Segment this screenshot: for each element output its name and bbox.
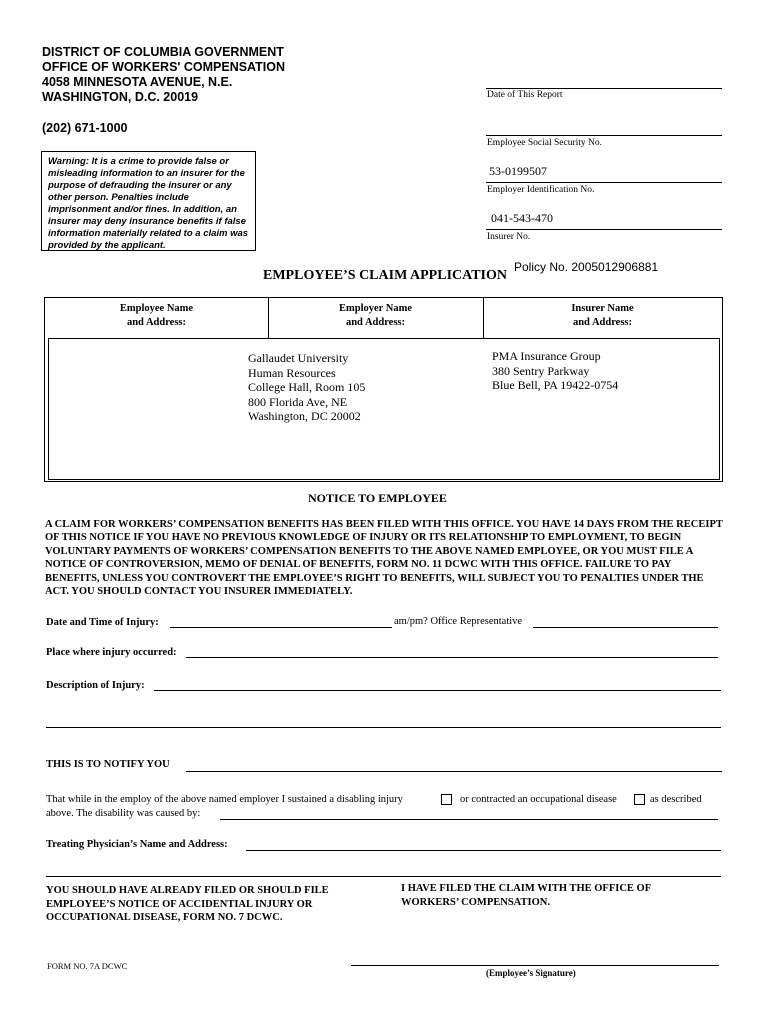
signature-label: (Employee’s Signature) <box>486 968 576 978</box>
names-addresses-table <box>44 297 723 482</box>
policy-number: Policy No. 2005012906881 <box>514 260 659 274</box>
office-city: WASHINGTON, D.C. 20019 <box>42 90 199 104</box>
date-time-label: Date and Time of Injury: <box>46 617 159 628</box>
office-name: OFFICE OF WORKERS' COMPENSATION <box>42 60 286 74</box>
signature-line[interactable] <box>351 965 719 966</box>
physician-field-line2[interactable] <box>46 862 721 877</box>
address-box[interactable] <box>48 338 720 480</box>
injury-checkbox[interactable] <box>441 794 452 805</box>
agency-name: DISTRICT OF COLUMBIA GOVERNMENT <box>42 45 284 59</box>
employer-column-header: Employer Name and Address: <box>338 303 412 328</box>
ssn-label: Employee Social Security No. <box>487 138 603 148</box>
employer-id-line <box>486 182 722 183</box>
office-phone: (202) 671-1000 <box>42 121 128 135</box>
occupational-disease-text: or contracted an occupational disease <box>460 794 617 805</box>
filing-reminder: YOU SHOULD HAVE ALREADY FILED OR SHOULD FILE EMPLOYEE’S NOTICE OF ACCIDENTIAL INJURY OR OCCUPATIONAL DISEASE, FORM NO. 7 DCWC. <box>46 885 329 923</box>
insurer-address: PMA Insurance Group 380 Sentry Parkway Blue Bell, PA 19422-0754 <box>492 349 619 392</box>
ssn-line[interactable] <box>486 135 722 136</box>
cause-field[interactable] <box>220 805 718 820</box>
notice-title: NOTICE TO EMPLOYEE <box>308 491 447 505</box>
employer-address: Gallaudet University Human Resources College Hall, Room 105 800 Florida Ave, NE Washington, DC 20002 <box>248 351 366 423</box>
employer-id-label: Employer Identification No. <box>487 185 595 195</box>
employer-id-value[interactable]: 53-0199507 <box>489 164 547 178</box>
form-number: FORM NO. 7A DCWC <box>47 961 128 971</box>
description-label: Description of Injury: <box>46 680 145 691</box>
fraud-warning: Warning: It is a crime to provide false or misleading information to an insurer for the purpose of defrauding the insurer or any other person. Penalties include imprisonment and/or fines. In addition, an insurer may deny insurance benefits if false information materially related to a claim was provided by the applicant. <box>41 151 256 251</box>
cause-label: above. The disability was caused by: <box>46 808 201 819</box>
notice-body: A CLAIM FOR WORKERS’ COMPENSATION BENEFITS HAS BEEN FILED WITH THIS OFFICE. YOU HAVE 14 DAYS FROM THE RECEIPT OF THIS NOTICE IF YOU HAVE NO PREVIOUS KNOWLEDGE OF INJURY OR ITS RELATIONSHIP TO EMPLOYMENT, TO BEGIN VOLUNTARY PAYMENTS OF WORKERS’ COMPENSATION BENEFITS TO THE ABOVE NAMED EMPLOYEE, OR YOU MUST FILE A NOTICE OF CONTROVERSION, MEMO OF DENIAL OF BENEFITS, FORM NO. 11 DCWC WITH THIS OFFICE. FAILURE TO PAY BENEFITS, UNLESS YOU CONTROVERT THE EMPLOYEE’S RIGHT TO BENEFITS, WILL SUBJECT YOU TO PENALTIES UNDER THE ACT. YOU SHOULD CONTACT YOU INSURER IMMEDIATELY. <box>45 519 723 598</box>
notify-field[interactable] <box>186 757 722 772</box>
place-label: Place where injury occurred: <box>46 647 177 658</box>
occupational-disease-checkbox[interactable] <box>634 794 645 805</box>
employ-statement: That while in the employ of the above named employer I sustained a disabling injury <box>46 794 403 805</box>
as-described-text: as described <box>650 794 702 805</box>
notify-label: THIS IS TO NOTIFY YOU <box>46 759 170 770</box>
physician-label: Treating Physician’s Name and Address: <box>46 839 228 850</box>
description-field-line2[interactable] <box>46 713 721 728</box>
date-of-report-label: Date of This Report <box>487 90 563 100</box>
office-street: 4058 MINNESOTA AVENUE, N.E. <box>42 75 233 89</box>
office-representative-field[interactable] <box>533 613 718 628</box>
insurer-column-header: Insurer Name and Address: <box>571 303 634 328</box>
insurer-no-value[interactable]: 041-543-470 <box>491 211 553 225</box>
date-time-field[interactable] <box>170 613 392 628</box>
filed-claim-statement: I HAVE FILED THE CLAIM WITH THE OFFICE OF WORKERS’ COMPENSATION. <box>401 883 651 908</box>
insurer-no-line <box>486 229 722 230</box>
form-title: EMPLOYEE’S CLAIM APPLICATION <box>263 268 507 283</box>
description-field[interactable] <box>154 676 721 691</box>
ampm-label: am/pm? Office Representative <box>394 616 523 627</box>
place-field[interactable] <box>186 643 718 658</box>
date-of-report-line[interactable] <box>486 88 722 89</box>
insurer-no-label: Insurer No. <box>487 232 531 242</box>
physician-field[interactable] <box>246 836 721 851</box>
employee-column-header: Employee Name and Address: <box>119 303 194 328</box>
